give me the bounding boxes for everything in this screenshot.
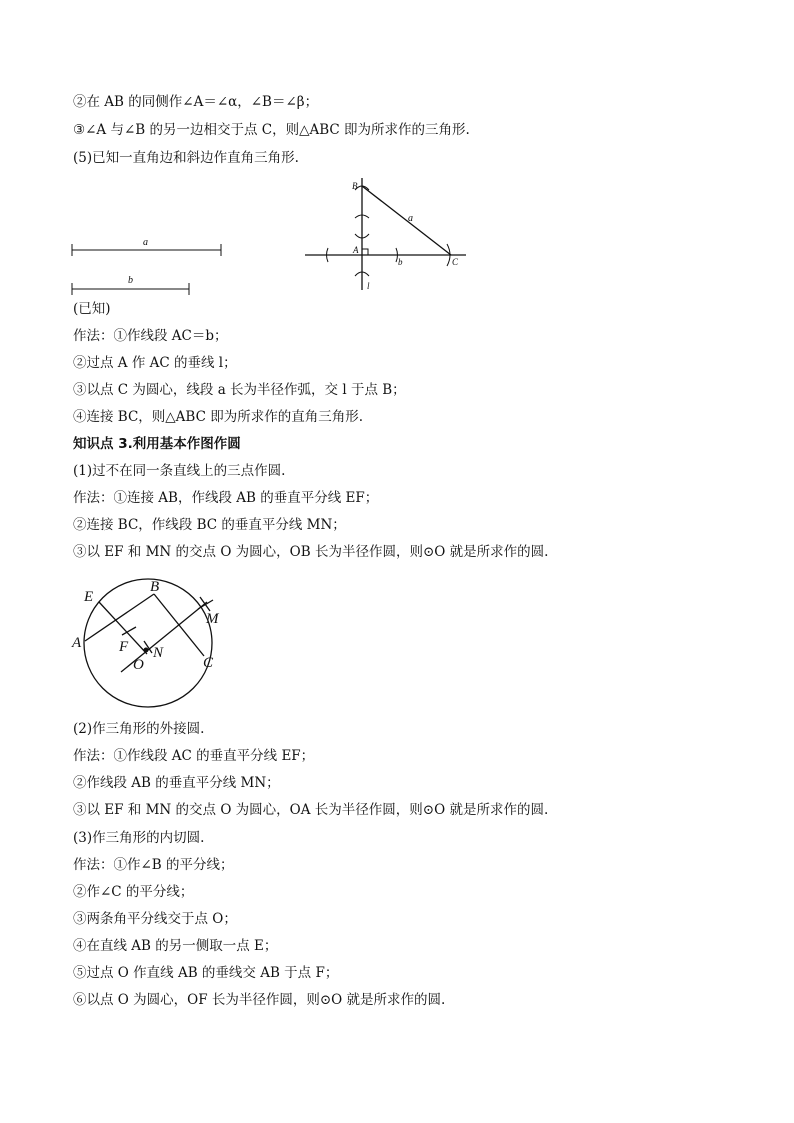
label-a: a [408,213,413,224]
text-line: 作法：①连接 AB，作线段 AB 的垂直平分线 EF； [73,490,379,506]
text-line: ③以点 C 为圆心，线段 a 长为半径作弧，交 l 于点 B； [73,382,406,398]
text-line: ②在 AB 的同侧作∠A＝∠α，∠B＝∠β； [73,94,319,110]
label-C: C [452,257,459,267]
construction-lines [305,178,466,290]
label-E: E [84,589,94,605]
text-line: ②过点 A 作 AC 的垂线 l； [73,355,237,371]
text-line: ③∠A 与∠B 的另一边相交于点 C，则△ABC 即为所求作的三角形. [73,122,470,138]
text-line: ③以 EF 和 MN 的交点 O 为圆心，OA 长为半径作圆，则⊙O 就是所求作的圆. [73,802,549,818]
label-seg-a: a [143,237,148,248]
label-b: b [398,257,403,267]
text-line: 作法：①作∠B 的平分线； [73,857,234,873]
text-line: ④在直线 AB 的另一侧取一点 E； [73,938,278,954]
label-M: M [206,611,219,627]
text-line: (5)已知一直角边和斜边作直角三角形. [73,150,299,166]
text-line: ⑥以点 O 为圆心，OF 长为半径作圆，则⊙O 就是所求作的圆. [73,992,446,1008]
text-line: ②连接 BC，作线段 BC 的垂直平分线 MN； [73,517,346,533]
text-line: (3)作三角形的内切圆. [73,830,205,846]
text-line: (已知) [73,301,111,317]
label-A: A [72,635,82,651]
section-heading: 知识点 3.利用基本作图作圆 [73,436,241,452]
text-line: 作法：①作线段 AC＝b； [73,328,228,344]
label-seg-b: b [128,275,133,286]
chord-AB [85,594,154,641]
label-O: O [133,657,144,673]
right-triangle-figure [0,172,794,302]
label-C: C [203,655,214,671]
text-line: ②作∠C 的平分线； [73,884,194,900]
text-line: (2)作三角形的外接圆. [73,721,205,737]
label-A: A [353,245,359,255]
label-N: N [153,645,164,661]
label-B: B [150,579,160,595]
text-line: (1)过不在同一条直线上的三点作圆. [73,463,286,479]
label-F: F [119,639,129,655]
text-line: ⑤过点 O 作直线 AB 的垂线交 AB 于点 F； [73,965,339,981]
text-line: ③以 EF 和 MN 的交点 O 为圆心，OB 长为半径作圆，则⊙O 就是所求作的圆. [73,544,549,560]
label-l: l [367,281,370,291]
center-point-O [144,648,149,653]
circle-through-three-points-figure [0,575,794,715]
label-B: B [352,181,358,191]
text-line: 作法：①作线段 AC 的垂直平分线 EF； [73,748,315,764]
text-line: ③两条角平分线交于点 O； [73,911,237,927]
text-line: ②作线段 AB 的垂直平分线 MN； [73,775,280,791]
text-line: ④连接 BC，则△ABC 即为所求作的直角三角形. [73,409,364,425]
